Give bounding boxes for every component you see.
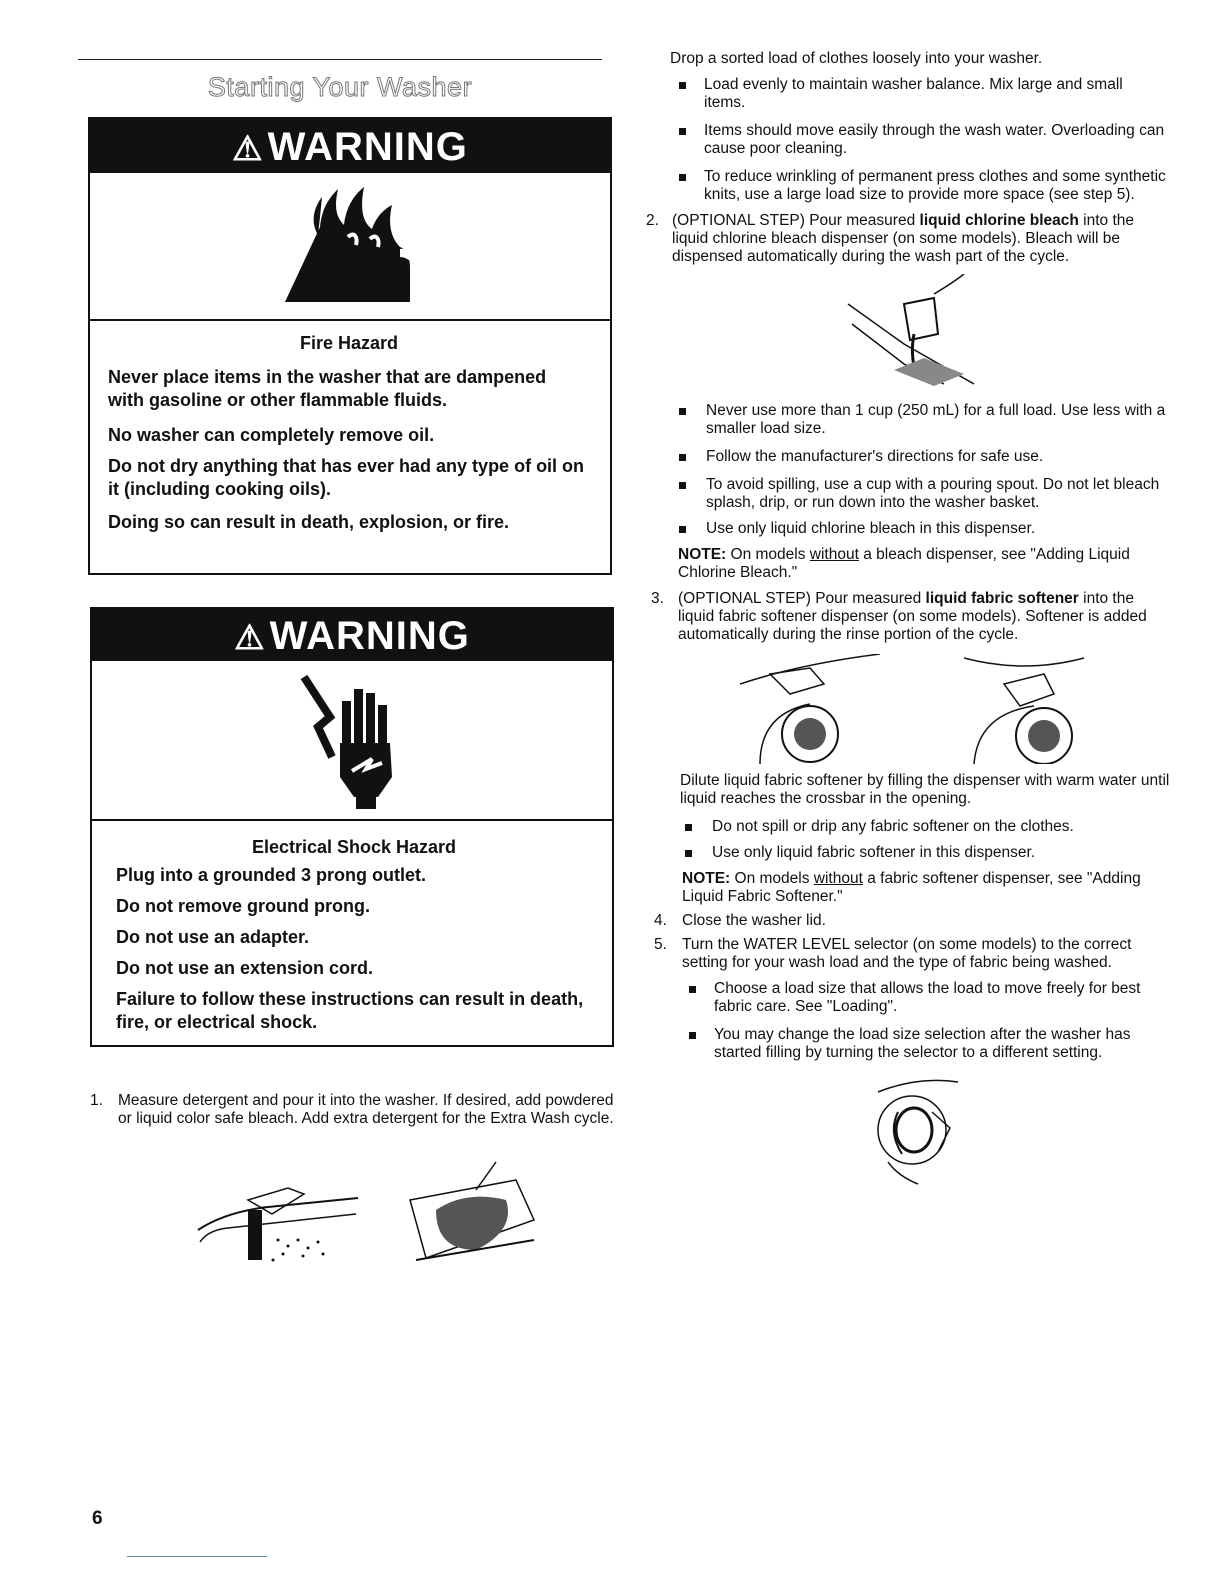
- step-3: [651, 590, 1168, 644]
- hazard-line: Do not remove ground prong.: [116, 896, 370, 916]
- fire-icon: [250, 177, 450, 317]
- step-text: (OPTIONAL STEP) Pour measured liquid fabric softener into the liquid fabric softener dispenser (on some models). Softener is added automatically during the rinse portion of the cycle.: [678, 590, 1147, 643]
- detergent-pour-illustration: [188, 1170, 368, 1270]
- step-3-bullets: [678, 818, 1168, 862]
- step-2-note: NOTE: On models without a bleach dispenser, see "Adding Liquid Chlorine Bleach.": [678, 546, 1130, 581]
- hazard-line: No washer can completely remove oil.: [108, 425, 435, 445]
- list-item: Follow the manufacturer's directions for safe use.: [672, 448, 1168, 466]
- step-item: [86, 1092, 616, 1128]
- step-2: [646, 212, 1168, 266]
- fire-pictogram: [90, 173, 610, 321]
- step-1: [86, 1092, 616, 1128]
- warning-label: WARNING: [269, 614, 470, 658]
- step-text: Measure detergent and pour it into the washer. If desired, add powdered or liquid color safe bleach. Add extra detergent for the Extra Wash cycle.: [118, 1092, 614, 1127]
- step-4: [654, 912, 1168, 930]
- warning-triangle-icon: ⚠: [232, 130, 264, 168]
- electrical-shock-icon: [282, 667, 432, 817]
- hazard-line: Plug into a grounded 3 prong outlet.: [116, 865, 426, 885]
- list-item: To reduce wrinkling of permanent press clothes and some synthetic knits, use a large load size to provide more space (see step 5).: [672, 168, 1168, 204]
- list-item: You may change the load size selection after the washer has started filling by turning the selector to a different setting.: [682, 1026, 1168, 1062]
- section-title: Starting Your Washer: [207, 72, 473, 102]
- list-item: Load evenly to maintain washer balance. Mix large and small items.: [672, 76, 1168, 112]
- hazard-line: Do not use an extension cord.: [116, 958, 374, 978]
- page-number: 6: [92, 1508, 103, 1529]
- shock-pictogram: [92, 661, 612, 821]
- softener-illustrations: [668, 654, 1168, 772]
- step-number: 4.: [654, 912, 667, 929]
- step-text: Turn the WATER LEVEL selector (on some models) to the correct setting for your wash load and the type of fabric being washed.: [682, 936, 1132, 971]
- hazard-line: Do not use an adapter.: [116, 927, 310, 947]
- step-number: 5.: [654, 936, 667, 953]
- step-number: 3.: [651, 590, 664, 607]
- hazard-line: Never place items in the washer that are dampened with gasoline or other flammable fluids.: [108, 367, 547, 410]
- dilute-text: Dilute liquid fabric softener by filling the dispenser with warm water until liquid reaches the crossbar in the opening.: [680, 772, 1170, 807]
- list-item: Use only liquid fabric softener in this dispenser.: [678, 844, 1168, 862]
- warning-header: [92, 609, 612, 661]
- step-number: 2.: [646, 212, 659, 229]
- intro-bullets: [672, 76, 1168, 204]
- step-text: Close the washer lid.: [682, 912, 826, 929]
- top-rule: [78, 59, 602, 60]
- list-item: Use only liquid chlorine bleach in this dispenser.: [672, 520, 1168, 538]
- hazard-line: Failure to follow these instructions can result in death, fire, or electrical shock.: [116, 989, 584, 1032]
- warning-label: WARNING: [267, 125, 468, 169]
- list-item: Items should move easily through the wash water. Overloading can cause poor cleaning.: [672, 122, 1168, 158]
- hazard-title: Fire Hazard: [299, 333, 399, 353]
- warning-header: [90, 119, 610, 173]
- bleach-pour-illustration: [844, 274, 984, 394]
- hazard-line: Doing so can result in death, explosion, or fire.: [108, 512, 510, 532]
- step-number: 1.: [90, 1092, 103, 1109]
- shock-hazard-text: [92, 837, 612, 1034]
- step-3-note: NOTE: On models without a fabric softener dispenser, see "Adding Liquid Fabric Softener.": [682, 870, 1141, 905]
- list-item: Do not spill or drip any fabric softener on the clothes.: [678, 818, 1168, 836]
- hazard-title: Electrical Shock Hazard: [251, 837, 457, 857]
- list-item: To avoid spilling, use a cup with a pouring spout. Do not let bleach splash, drip, or run down into the washer basket.: [672, 476, 1168, 512]
- fire-warning-box: [88, 117, 612, 575]
- fire-hazard-text: [90, 333, 610, 534]
- clothes-load-illustration: [406, 1160, 536, 1270]
- step-5: [654, 936, 1168, 972]
- shock-warning-box: [90, 607, 614, 1047]
- footer-rule: [127, 1556, 267, 1557]
- softener-pour-illustration-1: [740, 654, 880, 764]
- step-text: (OPTIONAL STEP) Pour measured liquid chlorine bleach into the liquid chlorine bleach dispenser (on some models). Bleach will be dispensed automatically during the wash part of the cycle.: [672, 212, 1135, 265]
- list-item: Never use more than 1 cup (250 mL) for a full load. Use less with a smaller load size.: [672, 402, 1168, 438]
- step-5-bullets: [682, 980, 1168, 1062]
- softener-pour-illustration-2: [964, 654, 1104, 764]
- step-2-bullets: [672, 402, 1168, 538]
- right-column: [646, 50, 1170, 1192]
- list-item: Choose a load size that allows the load to move freely for best fabric care. See "Loading".: [682, 980, 1168, 1016]
- hazard-line: Do not dry anything that has ever had any type of oil on it (including cooking oils).: [108, 456, 585, 499]
- warning-triangle-icon: ⚠: [234, 619, 266, 657]
- intro-text: Drop a sorted load of clothes loosely into your washer.: [670, 50, 1043, 67]
- water-level-knob-illustration: [858, 1072, 978, 1192]
